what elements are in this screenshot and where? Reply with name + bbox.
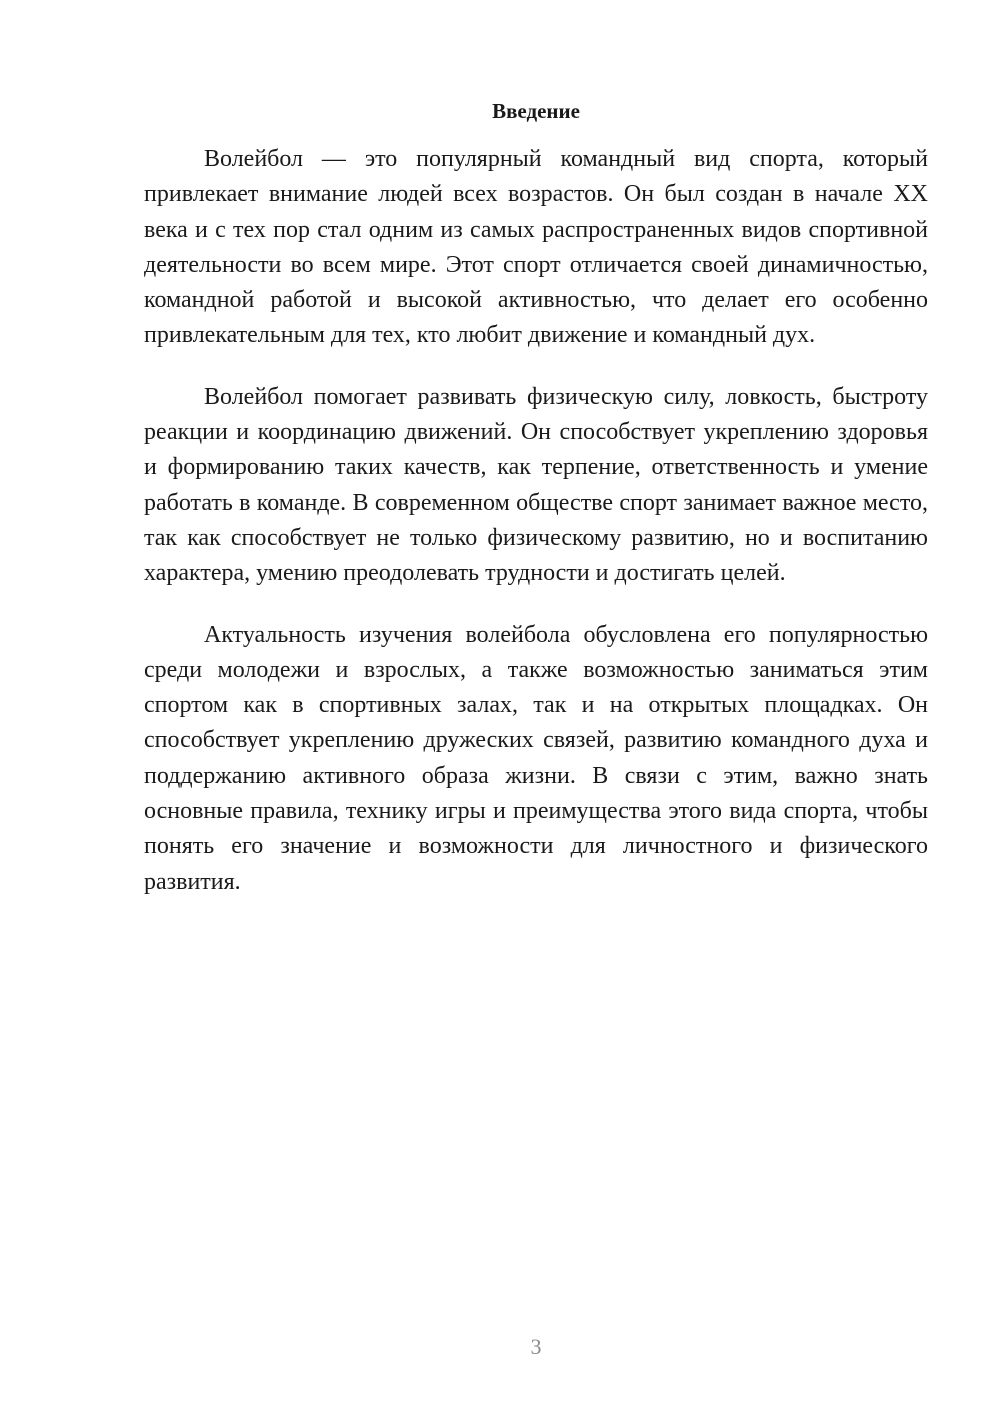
paragraph-2: Волейбол помогает развивать физическую силу, ловкость, быстроту реакции и координацию движений. Он способствует укреплению здоровья и формированию таких качеств, как терпение, ответственность и умение работать в команде. В современном обществе спорт занимает важное место, так как способствует не только физическому развитию, но и воспитанию характера, умению преодолевать трудности и достигать целей. [144, 383, 928, 587]
body-text [144, 142, 928, 926]
page-number: 3 [530, 1334, 542, 1359]
section-heading: Введение [492, 99, 580, 123]
paragraph-3: Актуальность изучения волейбола обусловлена его популярностью среди молодежи и взрослых, а также возможностью заниматься этим спортом как в спортивных залах, так и на открытых площадках. Он способствует укреплению дружеских связей, развитию командного духа и поддержанию активного образа жизни. В связи с этим, важно знать основные правила, технику игры и преимущества этого вида спорта, чтобы понять его значение и возможности для личностного и физического развития. [144, 621, 928, 895]
paragraph-1: Волейбол — это популярный командный вид спорта, который привлекает внимание людей всех возрастов. Он был создан в начале XX века и с тех пор стал одним из самых распространенных видов спортивной деятельности во всем мире. Этот спорт отличается своей динамичностью, командной работой и высокой активностью, что делает его особенно привлекательным для тех, кто любит движение и командный дух. [144, 146, 928, 349]
